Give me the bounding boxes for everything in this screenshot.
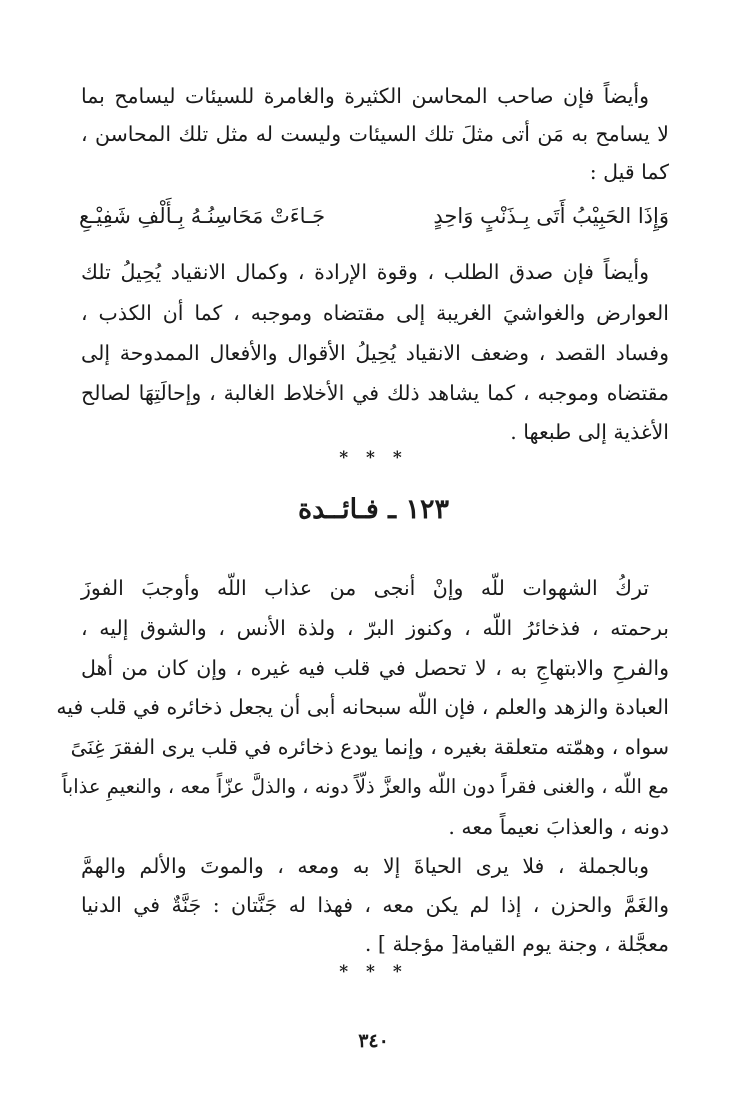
- verse-hemistich-2: جَـاءَتْ مَحَاسِنُـهُ بِـأَلْفِ شَفِيْـعِ: [79, 204, 326, 228]
- text-line: دونه ، والعذابَ نعيماً معه .: [448, 815, 669, 839]
- text-line: معجَّلة ، وجنة يوم القيامة[ مؤجلة ] .: [364, 932, 669, 956]
- text-line: العوارض والغواشيَ الغريبة إلى مقتضاه وموجبه ، كما أن الكذب ،: [81, 301, 669, 325]
- text-line: الأغذية إلى طبعها .: [510, 420, 669, 444]
- section-heading: ١٢٣ ـ فـائــدة: [298, 494, 449, 525]
- section-separator: * * *: [339, 448, 408, 468]
- text-line: العبادة والزهد والعلم ، فإن اللّه سبحانه أبى أن يجعل ذخائره في قلب فيه: [56, 695, 669, 719]
- text-line: سواه ، وهمّته متعلقة بغيره ، وإنما يودع ذخائره في قلب يرى الفقرَ غِنَىً: [70, 735, 669, 759]
- text-line: لا يسامح به مَن أتى مثلَ تلك السيئات وليست له مثل تلك المحاسن ،: [81, 122, 669, 146]
- verse-hemistich-1: وَإِذَا الحَبِيْبُ أَتَى بِـذَنْبٍ وَاحِدٍ: [433, 204, 669, 228]
- text-line: مقتضاه وموجبه ، كما يشاهد ذلك في الأخلاط الغالبة ، وإحالَتِهَا لصالح: [81, 381, 669, 405]
- text-line: وبالجملة ، فلا يرى الحياةَ إلا به ومعه ، والموتَ والألم والهمَّ: [81, 854, 649, 878]
- text-line: كما قيل :: [589, 160, 669, 184]
- text-line: وأيضاً فإن صدق الطلب ، وقوة الإرادة ، وكمال الانقياد يُحِيلُ تلك: [81, 260, 649, 284]
- text-line: مع اللّه ، والغنى فقراً دون اللّه والعزَّ ذلّاً دونه ، والذلَّ عزّاً معه ، والنعيمِ عذاباً: [61, 775, 669, 798]
- text-line: برحمته ، فذخائرُ اللّه ، وكنوز البرّ ، ولذة الأنس ، والشوق إليه ،: [81, 616, 669, 640]
- text-line: وأيضاً فإن صاحب المحاسن الكثيرة والغامرة للسيئات ليسامح بما: [81, 84, 649, 108]
- page-number: ٣٤٠: [358, 1030, 389, 1052]
- text-line: والفرحِ والابتهاجِ به ، لا تحصل في قلب فيه غيره ، وإن كان من أهل: [81, 656, 669, 680]
- section-separator: * * *: [339, 962, 408, 982]
- text-line: تركُ الشهوات للّه وإنْ أنجى من عذاب اللّه وأوجبَ الفوزَ: [81, 576, 649, 600]
- text-line: وفساد القصد ، وضعف الانقياد يُحِيلُ الأقوال والأفعال الممدوحة إلى: [81, 341, 669, 365]
- text-line: والغَمَّ والحزن ، إذا لم يكن معه ، فهذا له جَنَّتان : جَنَّةٌ في الدنيا: [81, 893, 669, 917]
